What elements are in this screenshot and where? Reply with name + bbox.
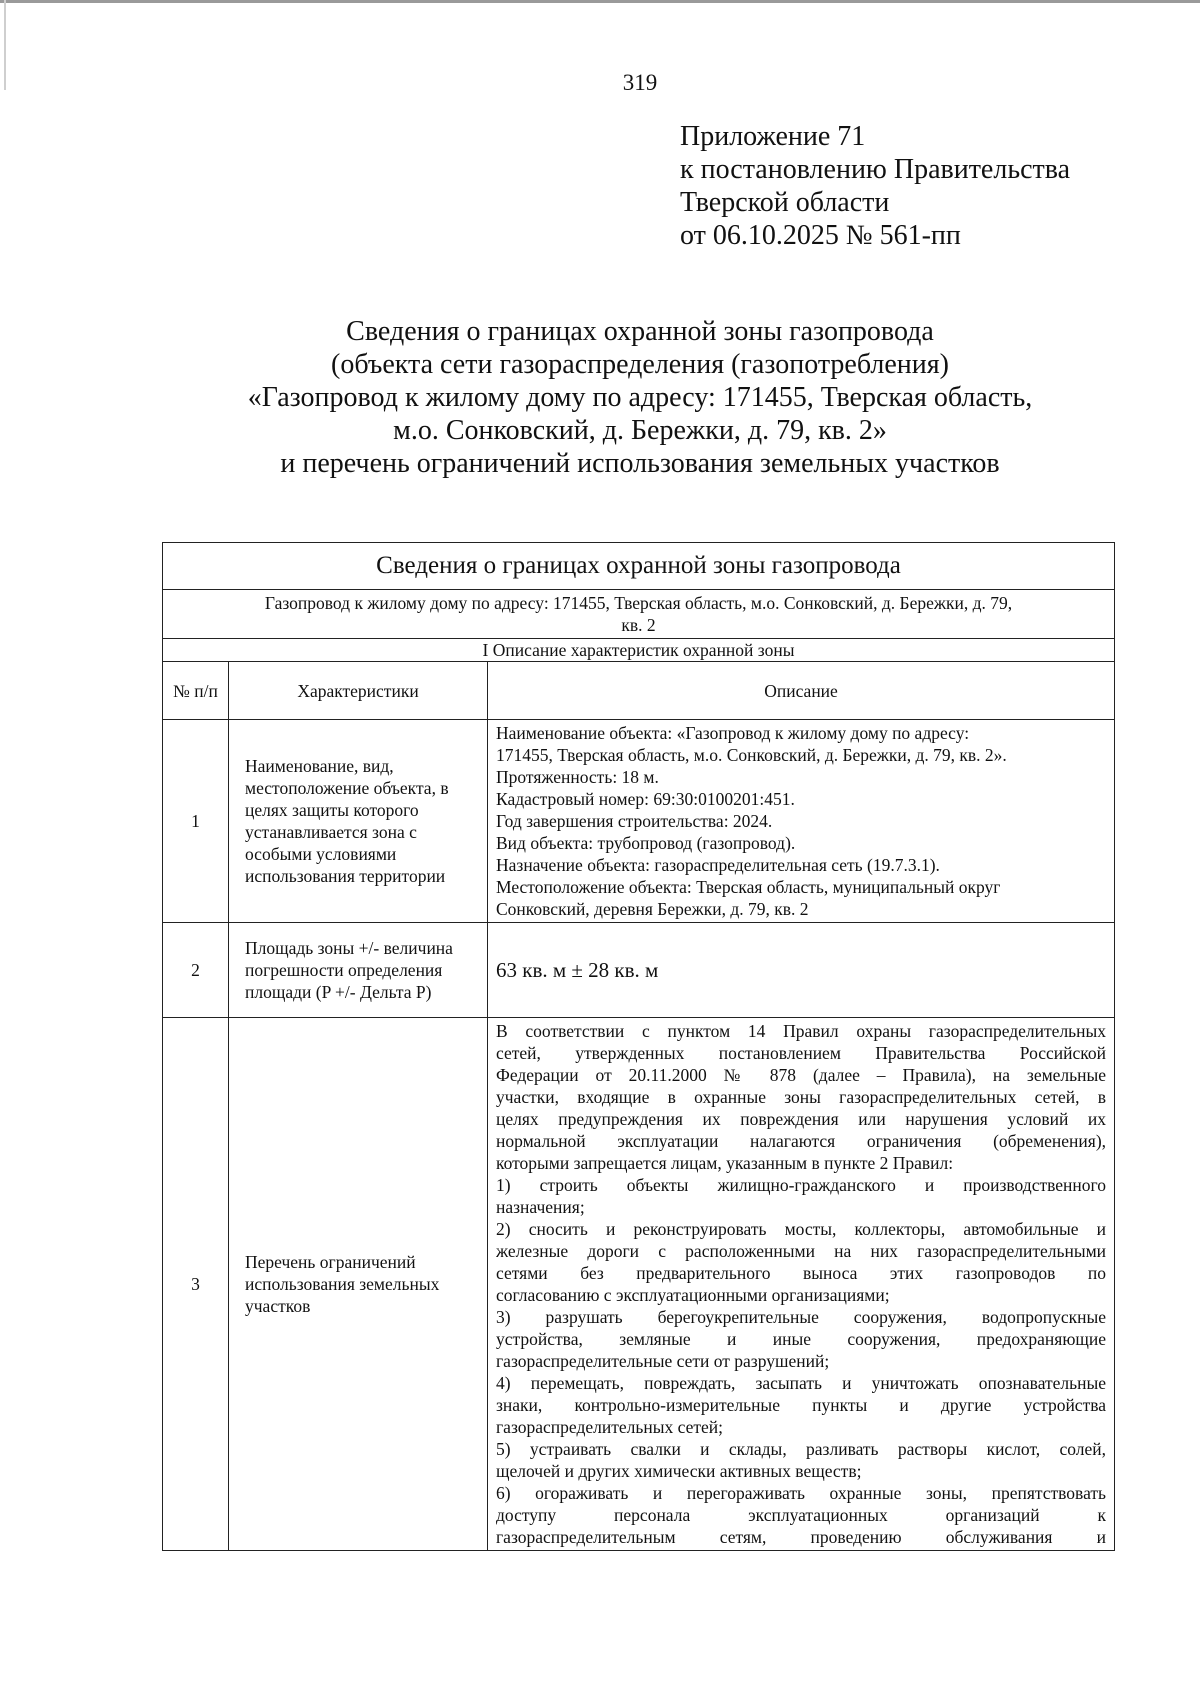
desc-line: 3) разрушать берегоукрепительные сооружения, водопропускные bbox=[496, 1307, 1107, 1327]
desc-line: Год завершения строительства: 2024. bbox=[496, 811, 773, 831]
object-line-1: Газопровод к жилому дому по адресу: 171455, Тверская область, м.о. Сонковский, д. Бережки, д. 79, bbox=[264, 593, 1013, 613]
desc-line: Наименование объекта: «Газопровод к жилому дому по адресу: bbox=[496, 723, 970, 743]
desc-line: согласованию с эксплуатационными организациями; bbox=[496, 1285, 890, 1305]
desc-line: Кадастровый номер: 69:30:0100201:451. bbox=[496, 789, 795, 809]
desc-line: Протяженность: 18 м. bbox=[496, 767, 659, 787]
row-characteristic: Перечень ограничений использования земельных участков bbox=[229, 1018, 488, 1551]
desc-line: газораспределительным сетям, проведению обслуживания и bbox=[496, 1527, 1107, 1547]
scan-top-edge bbox=[0, 0, 1200, 3]
desc-line: знаки, контрольно-измерительные пункты и другие устройства bbox=[496, 1395, 1107, 1415]
row-number: 3 bbox=[163, 1018, 229, 1551]
col-header-description: Описание bbox=[488, 662, 1115, 720]
row-characteristic: Наименование, вид, местоположение объекта, в целях защиты которого устанавливается зона с особыми условиями использования территории bbox=[229, 720, 488, 923]
object-name-cell bbox=[163, 590, 1115, 639]
appendix-line-2: к постановлению Правительства bbox=[680, 154, 1071, 185]
desc-line: 4) перемещать, повреждать, засыпать и уничтожать опознавательные bbox=[496, 1373, 1107, 1393]
appendix-line-4: от 06.10.2025 № 561-пп bbox=[680, 220, 961, 251]
object-line-2: кв. 2 bbox=[621, 615, 656, 635]
table-row bbox=[163, 720, 1115, 923]
desc-line: 6) огораживать и перегораживать охранные зоны, препятствовать bbox=[496, 1483, 1107, 1503]
table-row bbox=[163, 1018, 1115, 1551]
appendix-line-1: Приложение 71 bbox=[680, 121, 866, 152]
desc-line: Назначение объекта: газораспределительная сеть (19.7.3.1). bbox=[496, 855, 940, 875]
column-header-row bbox=[163, 662, 1115, 720]
table-heading-row bbox=[163, 543, 1115, 590]
title-line-4: м.о. Сонковский, д. Бережки, д. 79, кв. 2» bbox=[393, 415, 887, 446]
row-description bbox=[488, 720, 1115, 923]
title-line-2: (объекта сети газораспределения (газопотребления) bbox=[331, 349, 949, 380]
section-row bbox=[163, 639, 1115, 662]
desc-line: доступу персонала эксплуатационных организаций к bbox=[496, 1505, 1107, 1525]
row-number: 2 bbox=[163, 923, 229, 1018]
desc-line: целях предупреждения их повреждения или нарушения условий их bbox=[496, 1109, 1107, 1129]
row-description: 63 кв. м ± 28 кв. м bbox=[488, 923, 1115, 1018]
table-row bbox=[163, 923, 1115, 1018]
desc-line: сетями без предварительного выноса этих газопроводов по bbox=[496, 1263, 1107, 1283]
protection-zone-table bbox=[162, 542, 1115, 1551]
desc-line: 2) сносить и реконструировать мосты, коллекторы, автомобильные и bbox=[496, 1219, 1107, 1239]
table-heading: Сведения о границах охранной зоны газопровода bbox=[163, 543, 1115, 590]
desc-line: 1) строить объекты жилищно-гражданского и производственного bbox=[496, 1175, 1107, 1195]
col-header-characteristics: Характеристики bbox=[229, 662, 488, 720]
desc-line: устройства, земляные и иные сооружения, предохраняющие bbox=[496, 1329, 1107, 1349]
appendix-line-3: Тверской области bbox=[680, 187, 890, 218]
desc-line: газораспределительных сетей; bbox=[496, 1417, 723, 1437]
section-title: I Описание характеристик охранной зоны bbox=[163, 639, 1115, 662]
desc-line: Вид объекта: трубопровод (газопровод). bbox=[496, 833, 796, 853]
row-characteristic: Площадь зоны +/- величина погрешности определения площади (P +/- Дельта P) bbox=[229, 923, 488, 1018]
desc-line: сетей, утвержденных постановлением Правительства Российской bbox=[496, 1043, 1107, 1063]
row-number: 1 bbox=[163, 720, 229, 923]
desc-line: участки, входящие в охранные зоны газораспределительных сетей, в bbox=[496, 1087, 1107, 1107]
appendix-block bbox=[680, 120, 1070, 252]
desc-line: которыми запрещается лицам, указанным в пункте 2 Правил: bbox=[496, 1153, 954, 1173]
desc-line: нормальной эксплуатации налагаются ограничения (обременения), bbox=[496, 1131, 1107, 1151]
desc-line: В соответствии с пунктом 14 Правил охраны газораспределительных bbox=[496, 1021, 1107, 1041]
desc-line: железные дороги с расположенными на них газораспределительными bbox=[496, 1241, 1107, 1261]
title-line-1: Сведения о границах охранной зоны газопровода bbox=[346, 316, 934, 347]
row-description bbox=[488, 1018, 1115, 1551]
title-line-5: и перечень ограничений использования земельных участков bbox=[280, 448, 1000, 479]
desc-line: 5) устраивать свалки и склады, разливать растворы кислот, солей, bbox=[496, 1439, 1107, 1459]
title-line-3: «Газопровод к жилому дому по адресу: 171455, Тверская область, bbox=[247, 382, 1033, 413]
desc-line: Местоположение объекта: Тверская область, муниципальный округ bbox=[496, 877, 1001, 897]
document-title bbox=[0, 315, 1200, 480]
desc-line: назначения; bbox=[496, 1197, 585, 1217]
desc-line: газораспределительные сети от разрушений; bbox=[496, 1351, 830, 1371]
col-header-number: № п/п bbox=[163, 662, 229, 720]
page-number: 319 bbox=[622, 70, 658, 95]
desc-line: щелочей и других химически активных веществ; bbox=[496, 1461, 862, 1481]
desc-line: Сонковский, деревня Бережки, д. 79, кв. 2 bbox=[496, 899, 809, 919]
desc-line: Федерации от 20.11.2000 № 878 (далее – Правила), на земельные bbox=[496, 1065, 1107, 1085]
object-row bbox=[163, 590, 1115, 639]
desc-line: 171455, Тверская область, м.о. Сонковский, д. Бережки, д. 79, кв. 2». bbox=[496, 745, 1007, 765]
